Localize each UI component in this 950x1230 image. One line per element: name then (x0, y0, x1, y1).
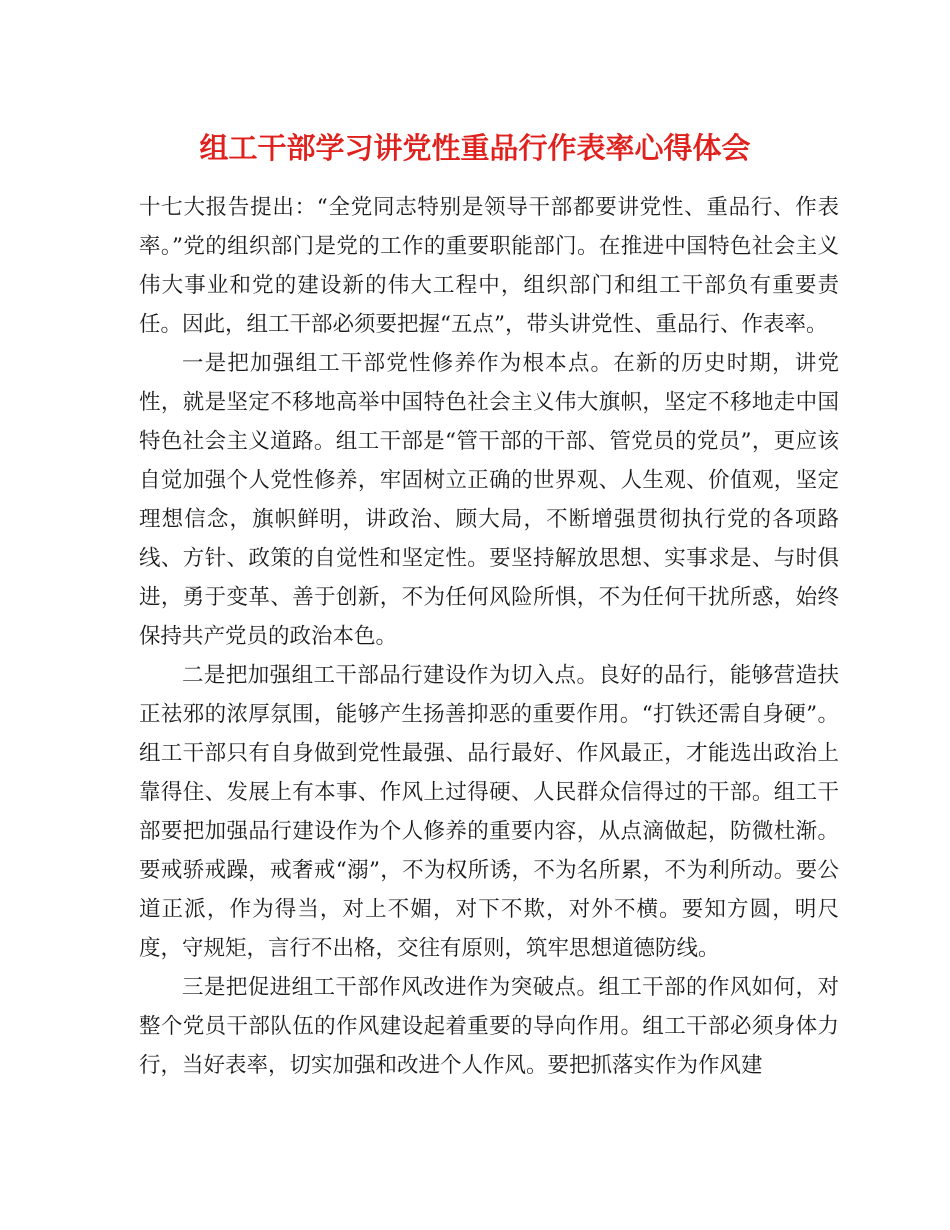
paragraph-intro: 十七大报告提出：“全党同志特别是领导干部都要讲党性、重品行、作表率。”党的组织部门是党的工作的重要职能部门。在推进中国特色社会主义伟大事业和党的建设新的伟大工程中，组织部门和组工干部负有重要责任。因此，组工干部必须要把握“五点”，带头讲党性、重品行、作表率。 (139, 195, 839, 337)
paragraph-point-one: 一是把加强组工干部党性修养作为根本点。在新的历史时期，讲党性，就是坚定不移地高举中国特色社会主义伟大旗帜，坚定不移地走中国特色社会主义道路。组工干部是“管干部的干部、管党员的党员”，更应该自觉加强个人党性修养，牢固树立正确的世界观、人生观、价值观，坚定理想信念，旗帜鲜明，讲政治、顾大局，不断增强贯彻执行党的各项路线、方针、政策的自觉性和坚定性。要坚持解放思想、实事求是、与时俱进，勇于变革、善于创新，不为任何风险所惧，不为任何干扰所惑，始终保持共产党员的政治本色。 (139, 351, 839, 649)
paragraph-point-two: 二是把加强组工干部品行建设作为切入点。良好的品行，能够营造扶正祛邪的浓厚氛围，能够产生扬善抑恶的重要作用。“打铁还需自身硬”。组工干部只有自身做到党性最强、品行最好、作风最正，才能选出政治上靠得住、发展上有本事、作风上过得硬、人民群众信得过的干部。组工干部要把加强品行建设作为个人修养的重要内容，从点滴做起，防微杜渐。要戒骄戒躁，戒奢戒“溺”，不为权所诱，不为名所累，不为利所动。要公道正派，作为得当，对上不媚，对下不欺，对外不横。要知方圆，明尺度，守规矩，言行不出格，交往有原则，筑牢思想道德防线。 (139, 663, 839, 961)
document-body (139, 188, 839, 1085)
paragraph-point-three: 三是把促进组工干部作风改进作为突破点。组工干部的作风如何，对整个党员干部队伍的作风建设起着重要的导向作用。组工干部必须身体力行，当好表率，切实加强和改进个人作风。要把抓落实作为作风建 (139, 975, 839, 1078)
document-title: 组工干部学习讲党性重品行作表率心得体会 (199, 131, 751, 165)
